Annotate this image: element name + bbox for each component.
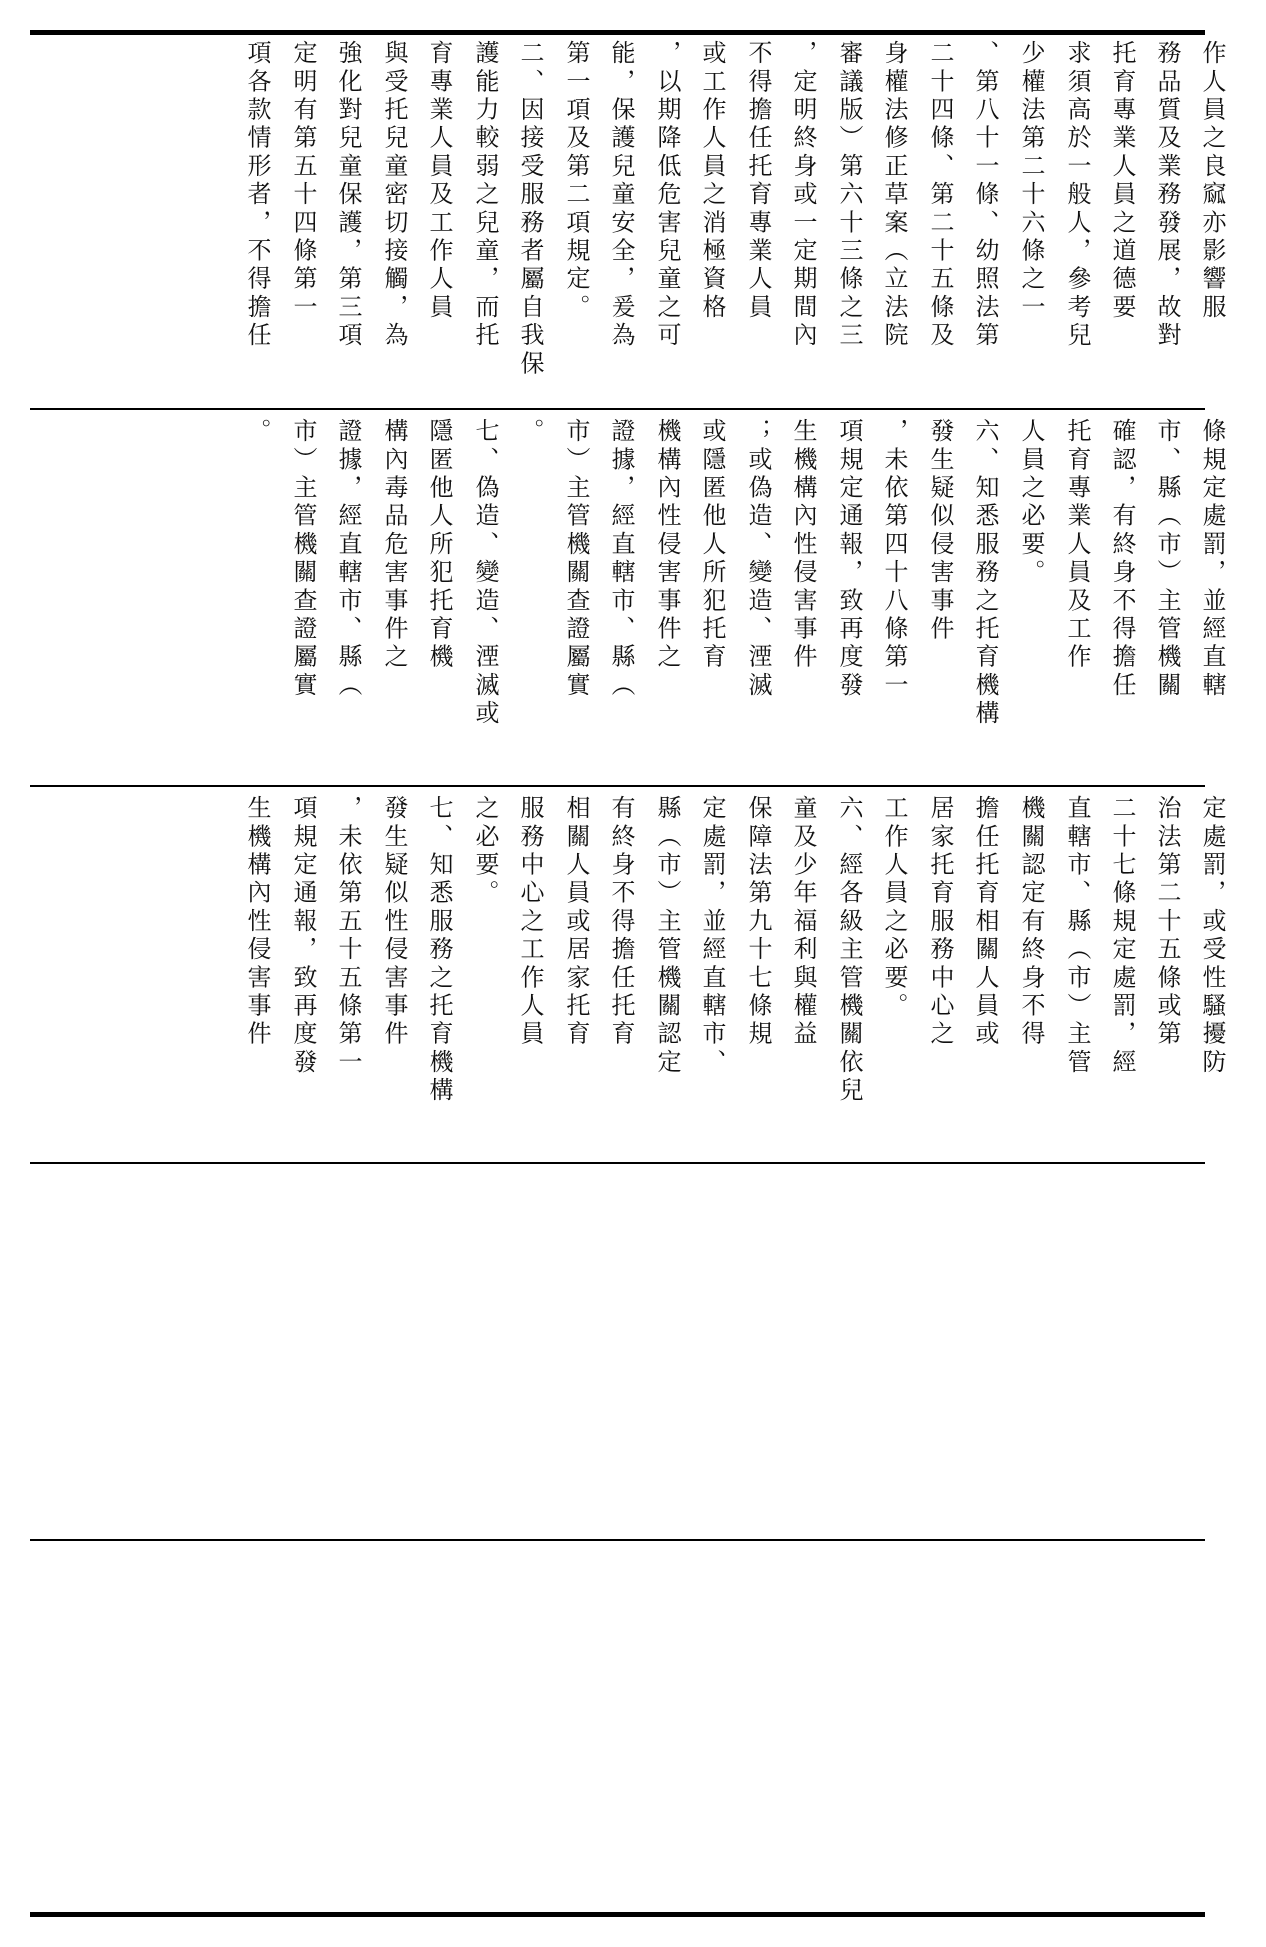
text-line: 不得擔任托育專業人員: [744, 40, 772, 322]
text-line: 強化對兒童保護，第三項: [334, 40, 362, 351]
text-line: 六、經各級主管機關依兒: [835, 795, 863, 1106]
column-left-band: [30, 795, 1226, 1162]
top-rule: [30, 30, 1205, 35]
text-line: 第一項及第二項規定。: [562, 40, 590, 322]
text-line: 審議版）第六十三條之三: [835, 40, 863, 351]
text-line: 二十四條、第二十五條及: [926, 40, 954, 351]
text-line: 保障法第九十七條規: [744, 795, 772, 1049]
divider-3: [30, 1162, 1205, 1164]
text-line: ；或偽造、變造、湮滅: [744, 418, 772, 700]
text-line: 。: [243, 418, 271, 447]
divider-1: [30, 408, 1205, 410]
text-line: 發生疑似性侵害事件: [380, 795, 408, 1049]
text-line: 發生疑似侵害事件: [926, 418, 954, 644]
text-line: 人員之必要。: [1017, 418, 1045, 588]
text-line: 求須高於一般人，參考兒: [1063, 40, 1091, 351]
text-line: 生機構內性侵害事件: [243, 795, 271, 1049]
column-right-band: [30, 40, 1226, 408]
text-line: 六、知悉服務之托育機構: [971, 418, 999, 729]
text-line: 七、偽造、變造、湮滅或: [471, 418, 499, 729]
bottom-rule: [30, 1912, 1205, 1917]
text-line: ，以期降低危害兒童之可: [653, 40, 681, 351]
text-line: 定處罰，並經直轄市、: [698, 795, 726, 1077]
text-line: ，定明終身或一定期間內: [789, 40, 817, 351]
text-line: 少權法第二十六條之一: [1017, 40, 1045, 322]
text-line: 工作人員之必要。: [880, 795, 908, 1021]
text-line: 童及少年福利與權益: [789, 795, 817, 1049]
text-line: 。: [516, 418, 544, 447]
text-line: 務品質及業務發展，故對: [1153, 40, 1181, 351]
text-line: 項規定通報，致再度發: [835, 418, 863, 700]
text-line: 證據，經直轄市、縣（: [334, 418, 362, 700]
text-line: 能，保護兒童安全，爰為: [607, 40, 635, 351]
text-line: 確認，有終身不得擔任: [1108, 418, 1136, 700]
text-line: 市）主管機關查證屬實: [562, 418, 590, 700]
text-line: 項各款情形者，不得擔任: [243, 40, 271, 351]
divider-4: [30, 1539, 1205, 1541]
text-line: 居家托育服務中心之: [926, 795, 954, 1049]
text-line: 有終身不得擔任托育: [607, 795, 635, 1049]
text-line: 市、縣（市）主管機關: [1153, 418, 1181, 700]
text-line: 市）主管機關查證屬實: [289, 418, 317, 700]
text-line: 二十七條規定處罰，經: [1108, 795, 1136, 1077]
text-line: 二、因接受服務者屬自我保: [516, 40, 544, 379]
text-line: 托育專業人員及工作: [1063, 418, 1091, 672]
text-line: 擔任托育相關人員或: [971, 795, 999, 1049]
text-line: 七、知悉服務之托育機構: [425, 795, 453, 1106]
text-line: 服務中心之工作人員: [516, 795, 544, 1049]
text-line: 護能力較弱之兒童，而托: [471, 40, 499, 351]
text-line: 機關認定有終身不得: [1017, 795, 1045, 1049]
text-line: 或隱匿他人所犯托育: [698, 418, 726, 672]
text-line: 生機構內性侵害事件: [789, 418, 817, 672]
text-line: 項規定通報，致再度發: [289, 795, 317, 1077]
text-line: 機構內性侵害事件之: [653, 418, 681, 672]
text-line: 身權法修正草案（立法院: [880, 40, 908, 351]
column-middle-band: [30, 418, 1226, 785]
text-line: 作人員之良窳亦影響服: [1198, 40, 1226, 322]
text-line: 直轄市、縣（市）主管: [1063, 795, 1091, 1077]
text-line: 隱匿他人所犯托育機: [425, 418, 453, 672]
text-line: 之必要。: [471, 795, 499, 908]
text-line: 育專業人員及工作人員: [425, 40, 453, 322]
text-line: 與受托兒童密切接觸，為: [380, 40, 408, 351]
empty-band-1: [30, 1172, 1205, 1539]
text-line: 條規定處罰，並經直轄: [1198, 418, 1226, 700]
text-line: 定處罰，或受性騷擾防: [1198, 795, 1226, 1077]
text-line: 相關人員或居家托育: [562, 795, 590, 1049]
text-line: 構內毒品危害事件之: [380, 418, 408, 672]
text-line: 托育專業人員之道德要: [1108, 40, 1136, 322]
text-line: 證據，經直轄市、縣（: [607, 418, 635, 700]
divider-2: [30, 785, 1205, 787]
text-line: ，未依第五十五條第一: [334, 795, 362, 1077]
empty-band-2: [30, 1549, 1205, 1912]
text-line: ，未依第四十八條第一: [880, 418, 908, 700]
text-line: 定明有第五十四條第一: [289, 40, 317, 322]
text-line: 治法第二十五條或第: [1153, 795, 1181, 1049]
text-line: 或工作人員之消極資格: [698, 40, 726, 322]
text-line: 、第八十一條、幼照法第: [971, 40, 999, 351]
text-line: 縣（市）主管機關認定: [653, 795, 681, 1077]
